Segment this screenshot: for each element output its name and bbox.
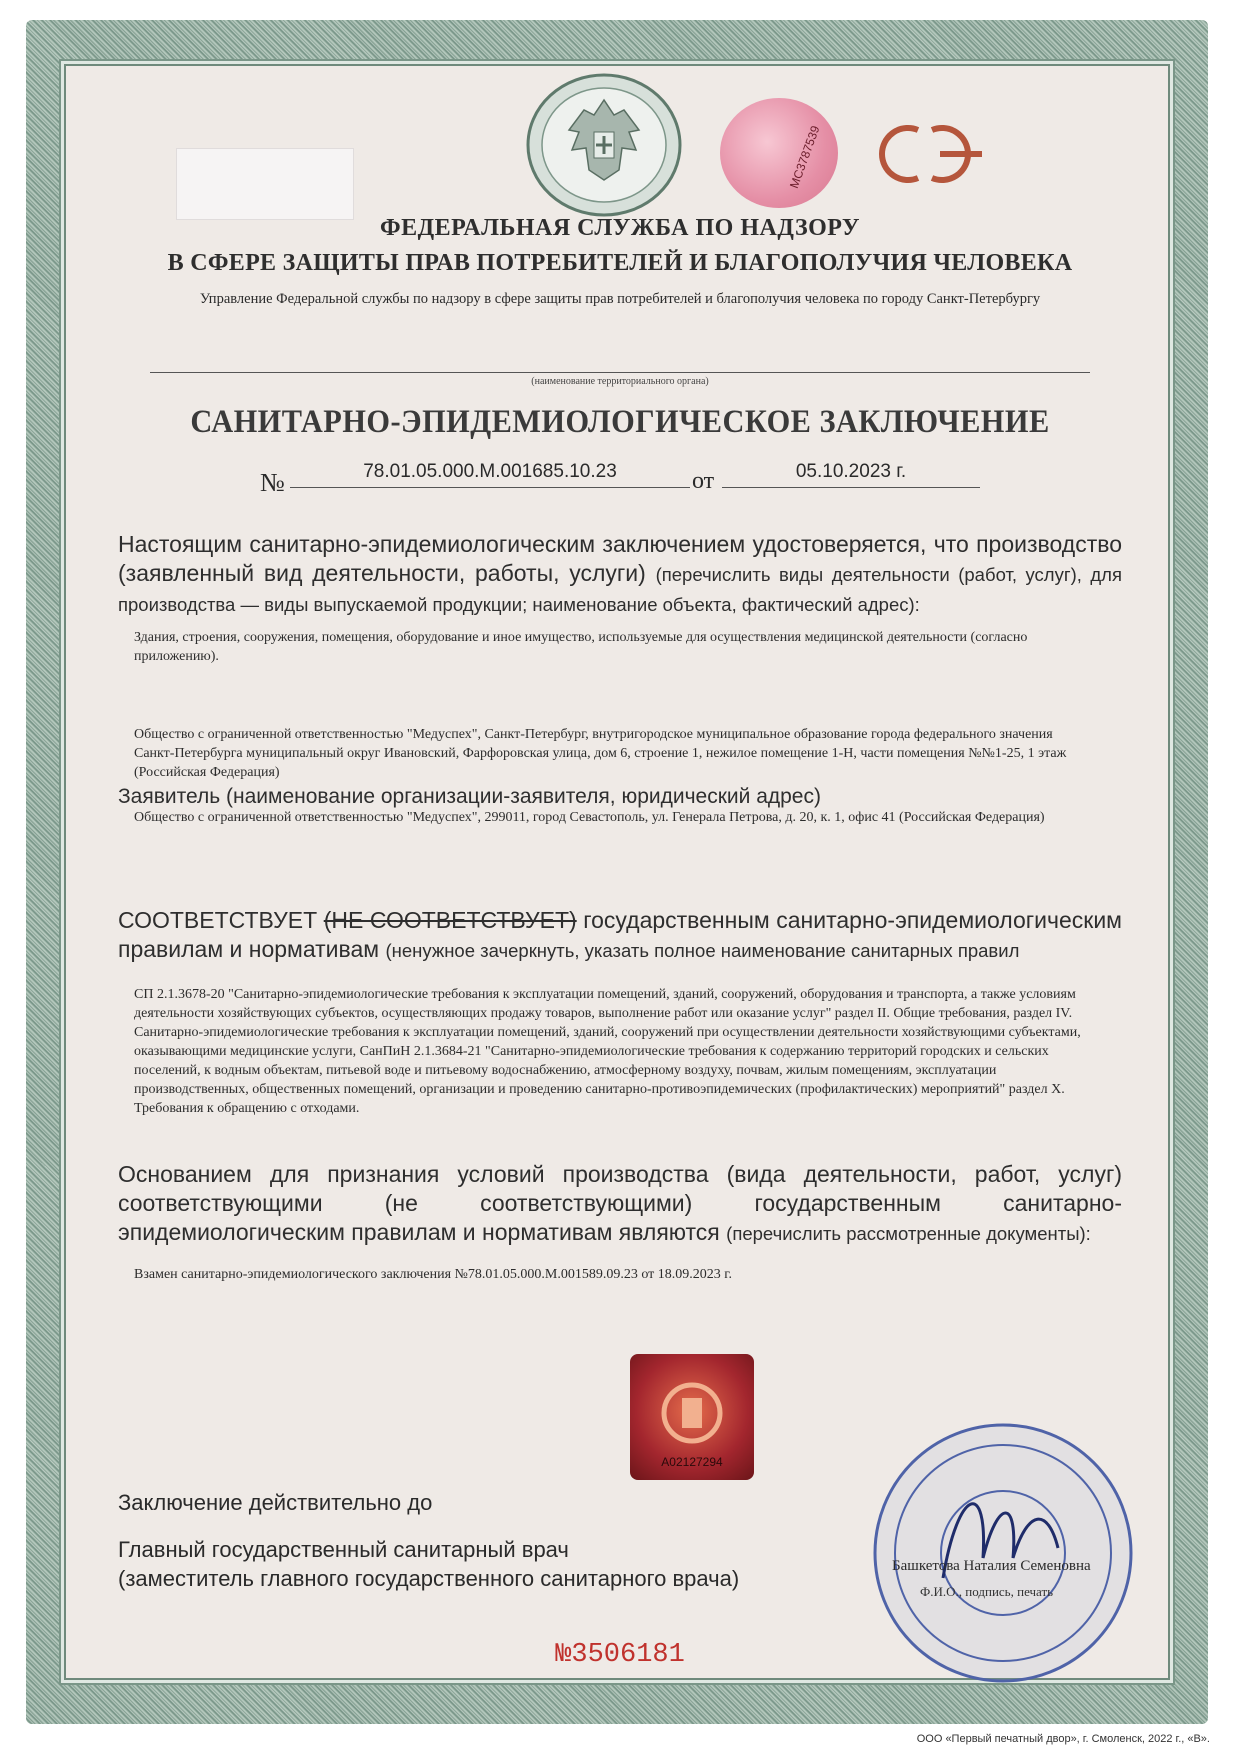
conformity-note: (ненужное зачеркнуть, указать полное наименование санитарных правил (385, 940, 1020, 961)
number-label: № (260, 468, 285, 497)
printer-imprint: ООО «Первый печатный двор», г. Смоленск, 2022 г., «В». (916, 1733, 1210, 1745)
emblem-icon (524, 70, 684, 220)
intro-note: (перечислить виды деятельности (работ, услуг), для производства — виды выпускаемой продукции; наименование объекта, фактический адрес): (118, 564, 1122, 615)
chief-title-line1: Главный государственный санитарный врач (118, 1537, 569, 1562)
conforms-word: СООТВЕТСТВУЕТ (118, 907, 318, 933)
intro-paragraph (118, 530, 1122, 619)
conformity-text: государственным санитарно-эпидемиологическим правилам и нормативам (118, 907, 1122, 962)
signer-name: Башкетова Наталия Семеновна (892, 1558, 1091, 1574)
object-address: Общество с ограниченной ответственностью "Медуспех", Санкт-Петербург, внутригородское муниципальное образование города федерального значения Санкт-Петербурга муниципальный округ Ивановский, Фарфоровская улица, дом 6, строение 1, нежилое помещение 1-Н, части помещения №№1-25, 1 этаж (Российская Федерация) (134, 727, 1067, 780)
agency-name-line2: В СФЕРЕ ЗАЩИТЫ ПРАВ ПОТРЕБИТЕЛЕЙ И БЛАГОПОЛУЧИЯ ЧЕЛОВЕКА (167, 250, 1073, 276)
document-title: САНИТАРНО-ЭПИДЕМИОЛОГИЧЕСКОЕ ЗАКЛЮЧЕНИЕ (190, 404, 1050, 440)
blank-stamp-area (176, 148, 354, 220)
form-serial-number: №3506181 (555, 1640, 685, 1670)
applicant-label: Заявитель (118, 785, 221, 808)
sticker-code: МС3787539 (786, 123, 823, 191)
agency-name-line1: ФЕДЕРАЛЬНАЯ СЛУЖБА ПО НАДЗОРУ (380, 215, 860, 241)
intro-text: Настоящим санитарно-эпидемиологическим заключением удостоверяется, что производство (заявленный вид деятельности, работы, услуги) (118, 531, 1122, 586)
hologram-code: А02127294 (661, 1455, 723, 1469)
territorial-caption: (наименование территориального органа) (531, 376, 709, 387)
territorial-body: Управление Федеральной службы по надзору в сфере защиты прав потребителей и благополучия человека по городу Санкт-Петербургу (199, 291, 1041, 307)
basis-paragraph (118, 1160, 1122, 1248)
not-conforms-word: (НЕ СООТВЕТСТВУЕТ) (323, 907, 577, 933)
basis-note: (перечислить рассмотренные документы): (726, 1223, 1091, 1244)
basis-text: Основанием для признания условий производства (вида деятельности, работ, услуг) соответствующими (не соответствующими) государственным санитарно-эпидемиологическим правилам и нормативам являются (118, 1161, 1122, 1245)
conformity-sticker (720, 98, 838, 208)
valid-until-label: Заключение действительно до (118, 1490, 433, 1515)
signer-caption: Ф.И.О., подпись, печать (920, 1584, 1054, 1599)
sanitary-rules: СП 2.1.3678-20 "Санитарно-эпидемиологические требования к эксплуатации помещений, зданий, сооружений, оборудования и транспорта, а также условиям деятельности хозяйствующих субъектов, осуществляющих продажу товаров, выполнение работ или оказание услуг" раздел II. Общие требования, раздел IV. Санитарно-эпидемиологические требования к эксплуатации помещений, зданий, сооружений при осуществлении деятельности хозяйствующими субъектами, оказывающими медицинские услуги, СанПиН 2.1.3684-21 "Санитарно-эпидемиологические требования к содержанию территорий городских и сельских поселений, к водным объектам, питьевой воде и питьевому водоснабжению, атмосферному воздуху, почвам, жилым помещениям, эксплуатации производственных, общественных помещений, организации и проведению санитарно-противоэпидемических (профилактических) мероприятий" раздел X. Требования к обращению с отходами. (134, 987, 1081, 1116)
hologram-emblem-icon (657, 1378, 727, 1448)
applicant-value: Общество с ограниченной ответственностью "Медуспех", 299011, город Севастополь, ул. Генерала Петрова, д. 20, к. 1, офис 41 (Российская Федерация) (134, 810, 1045, 825)
conformity-paragraph (118, 906, 1122, 965)
se-mark-icon (872, 118, 1000, 190)
divider (150, 372, 1090, 373)
applicant-note: (наименование организации-заявителя, юридический адрес) (226, 785, 821, 808)
object-description: Здания, строения, сооружения, помещения, оборудование и иное имущество, используемые для осуществления медицинской деятельности (согласно приложению). (134, 630, 1028, 664)
document-number: 78.01.05.000.М.001685.10.23 (290, 461, 690, 488)
chief-title-line2: (заместитель главного государственного санитарного врача) (118, 1566, 740, 1591)
document-date: 05.10.2023 г. (722, 461, 980, 488)
applicant-heading (118, 782, 1122, 811)
basis-value: Взамен санитарно-эпидемиологического заключения №78.01.05.000.М.001589.09.23 от 18.09.2023 г. (134, 1267, 732, 1282)
date-label: от (692, 468, 715, 494)
